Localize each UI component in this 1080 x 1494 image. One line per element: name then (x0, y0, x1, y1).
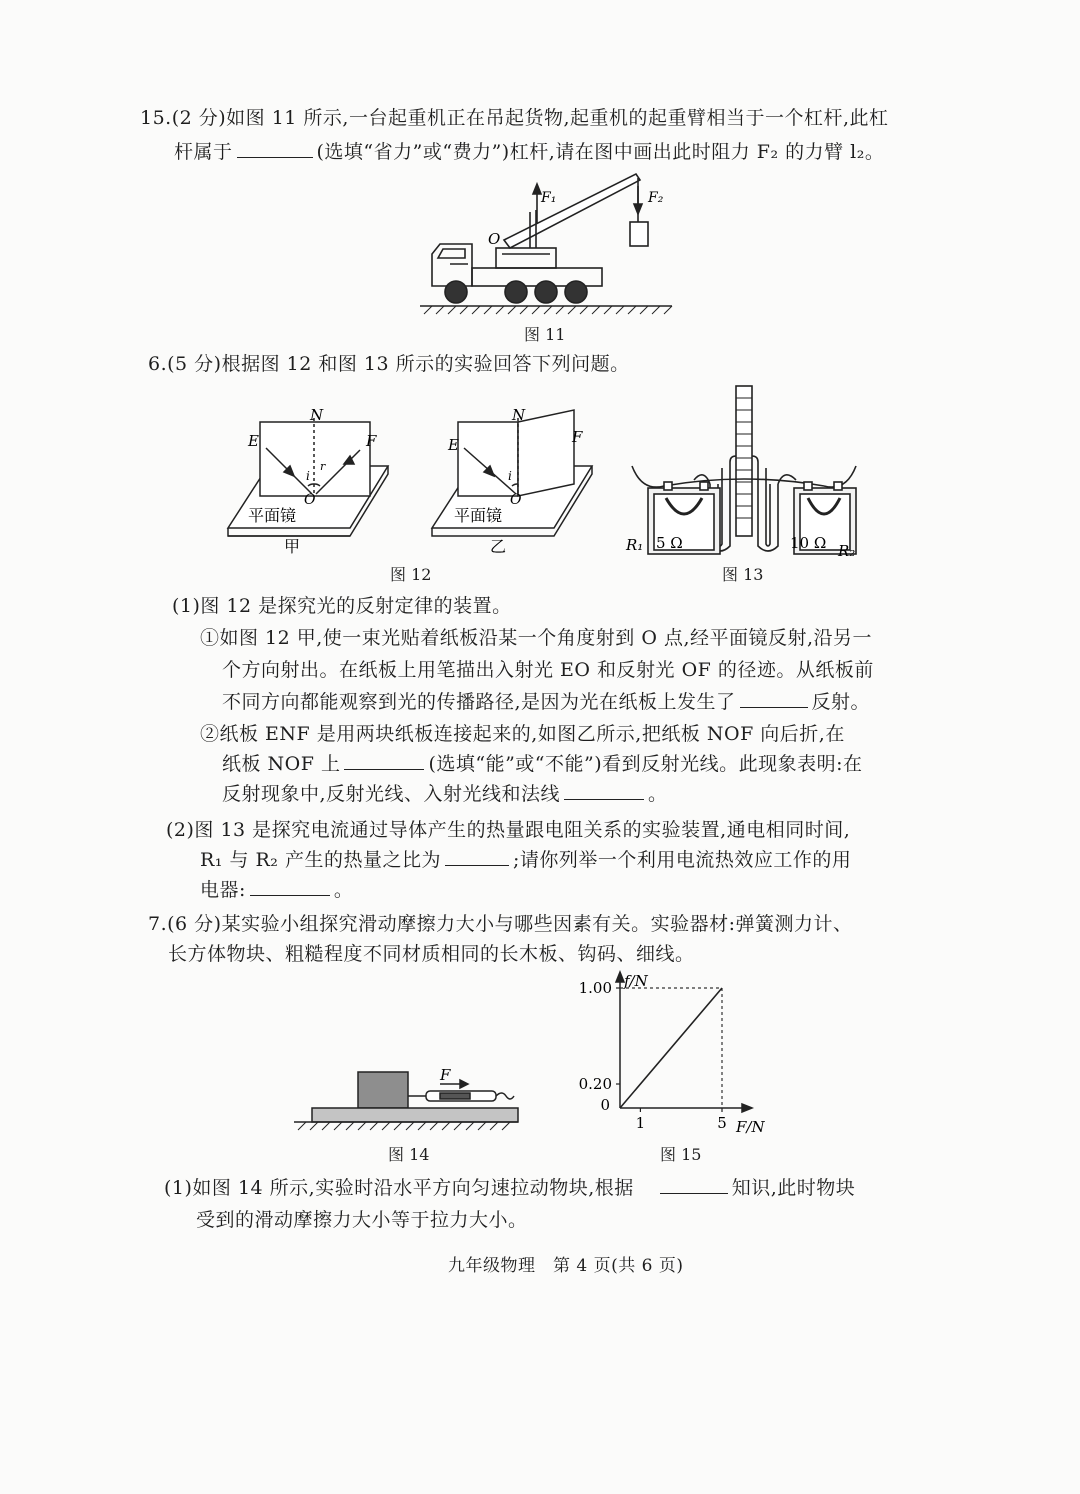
wheel-3 (535, 281, 557, 303)
q7-sub1-line1 (164, 1174, 855, 1202)
q6-p1b-line2-b: (选填“能”或“不能”)看到反射光线。此现象表明:在 (428, 753, 863, 775)
label-r-jia: r (320, 460, 326, 473)
figure-12-jia (220, 400, 400, 560)
series-line-f-vs-F (620, 988, 722, 1108)
q6-p1b-line1: ②纸板 ENF 是用两块纸板连接起来的,如图乙所示,把纸板 NOF 向后折,在 (200, 723, 845, 745)
crane-base (496, 248, 556, 268)
answer-blank-can-see[interactable] (344, 751, 424, 770)
figure-13-heating-apparatus (624, 380, 864, 560)
q6-p2-line1: (2)图 13 是探究电流通过导体产生的热量跟电阻关系的实验装置,通电相同时间, (166, 819, 851, 841)
origin-label: 0 (600, 1096, 610, 1114)
q7-sub1-a: (1)如图 14 所示,实验时沿水平方向匀速拉动物块,根据 (164, 1177, 634, 1199)
q6-p2-line2-a: R₁ 与 R₂ 产生的热量之比为 (200, 849, 441, 871)
label-f2: F₂ (648, 190, 664, 206)
y-axis-arrow (616, 972, 624, 982)
q6-p1a-line3-b: 反射。 (811, 691, 871, 713)
figure-14-block-pull (290, 1062, 530, 1142)
mirror-label-jia: 平面镜 (248, 506, 297, 525)
wire-left (632, 466, 664, 487)
q15-line2-b: (选填“省力”或“费力”)杠杆,请在图中画出此时阻力 F₂ 的力臂 l₂。 (316, 141, 885, 163)
answer-blank-knowledge[interactable] (660, 1175, 728, 1194)
mirror-label-yi: 平面镜 (454, 506, 503, 525)
paper-board-folded-yi (518, 410, 574, 496)
q6-p2-line2-b: ;请你列举一个利用电流热效应工作的用 (512, 849, 852, 871)
paper-board-left-yi (458, 422, 518, 496)
q6-p1a-line1: ①如图 12 甲,使一束光贴着纸板沿某一个角度射到 O 点,经平面镜反射,沿另一 (200, 627, 873, 649)
figure-15-chart (570, 962, 780, 1138)
label-e-yi: E (448, 436, 459, 454)
fig15-caption: 图 15 (660, 1145, 702, 1164)
fig14-caption: 图 14 (388, 1145, 430, 1164)
label-o-jia: O (304, 492, 316, 508)
measuring-scale (736, 386, 752, 536)
q6-p1a-line3 (222, 688, 870, 716)
label-o-pivot: O (488, 230, 501, 248)
q6-p1b-line2 (222, 750, 863, 778)
long-board (312, 1108, 518, 1122)
crane-boom (504, 174, 640, 248)
q7-line2: 长方体物块、粗糙程度不同材质相同的长木板、钩码、细线。 (168, 943, 695, 965)
figure-12-yi (424, 400, 614, 560)
q6-p2-line3-b: 。 (333, 879, 354, 901)
resistor-value-r1: 5 Ω (656, 534, 683, 552)
u-tube-right (752, 456, 778, 551)
label-n-jia: N (310, 406, 324, 424)
q15-line1: 15.(2 分)如图 11 所示,一台起重机正在吊起货物,起重机的起重臂相当于一个杠杆,此杠 (140, 107, 889, 129)
q6-p1b-line3 (222, 780, 668, 808)
label-r2: R₂ (838, 542, 856, 560)
label-jia: 甲 (284, 537, 301, 556)
page-footer: 九年级物理 第 4 页(共 6 页) (448, 1256, 684, 1276)
y-axis-label: f/N (624, 972, 648, 990)
label-i-yi: i (508, 469, 512, 483)
q6-p2-line3 (200, 876, 353, 904)
cargo-box (630, 222, 648, 246)
q6-p1b-line3-a: 反射现象中,反射光线、入射光线和法线 (222, 783, 561, 805)
fig13-caption: 图 13 (722, 565, 764, 584)
q15-line2 (174, 138, 884, 166)
label-f-jia: F (366, 432, 377, 450)
y-tick-label-0.20: 0.20 (578, 1075, 612, 1093)
wheel-1 (445, 281, 467, 303)
force-f2-arrow (634, 204, 642, 214)
answer-blank-reflection-type[interactable] (740, 689, 808, 708)
figure-11-crane (410, 168, 690, 318)
wheel-4 (565, 281, 587, 303)
label-f1: F₁ (541, 190, 557, 206)
x-axis-label: F/N (736, 1118, 765, 1136)
label-n-yi: N (512, 406, 526, 424)
q6-p1a-line2: 个方向射出。在纸板上用笔描出入射光 EO 和反射光 OF 的径迹。从纸板前 (222, 659, 874, 681)
label-i-jia: i (306, 469, 310, 483)
label-o-yi: O (510, 492, 522, 508)
label-yi: 乙 (490, 537, 507, 556)
wooden-block (358, 1072, 408, 1108)
fig11-caption: 图 11 (524, 325, 566, 344)
cab-window (438, 249, 465, 258)
fig12-caption: 图 12 (390, 565, 432, 584)
q6-p2-line2 (200, 846, 851, 874)
wheel-2 (505, 281, 527, 303)
q6-heading: 6.(5 分)根据图 12 和图 13 所示的实验回答下列问题。 (148, 353, 630, 375)
label-f-yi: F (572, 428, 583, 446)
q15-line2-a: 杆属于 (174, 141, 233, 163)
q6-p1: (1)图 12 是探究光的反射定律的装置。 (172, 595, 512, 617)
q6-p1b-line3-b: 。 (648, 783, 668, 805)
q6-p2-line3-a: 电器: (200, 879, 246, 901)
answer-blank-appliance[interactable] (250, 877, 330, 896)
q6-p1b-line2-a: 纸板 NOF 上 (222, 753, 341, 775)
x-tick-label-5: 5 (717, 1114, 727, 1132)
label-r1: R₁ (626, 536, 644, 554)
q7-sub1-line2: 受到的滑动摩擦力大小等于拉力大小。 (196, 1209, 528, 1231)
truck-cab (432, 244, 472, 286)
x-tick-label-1: 1 (635, 1114, 646, 1132)
label-f-pull: F (440, 1066, 451, 1084)
q6-p1a-line3-a: 不同方向都能观察到光的传播路径,是因为光在纸板上发生了 (222, 691, 736, 713)
q7-sub1-b: 知识,此时物块 (731, 1177, 856, 1199)
ground-hatching (424, 306, 672, 314)
answer-blank-heat-ratio[interactable] (445, 847, 509, 866)
resistor-value-r2: 10 Ω (790, 534, 827, 552)
q7-line1: 7.(6 分)某实验小组探究滑动摩擦力大小与哪些因素有关。实验器材:弹簧测力计、 (148, 913, 853, 935)
answer-blank-plane-relation[interactable] (564, 781, 644, 800)
answer-blank-lever-type[interactable] (237, 139, 313, 158)
x-axis-arrow (742, 1104, 752, 1112)
label-e-jia: E (248, 432, 259, 450)
y-tick-label-1.00: 1.00 (578, 979, 612, 997)
